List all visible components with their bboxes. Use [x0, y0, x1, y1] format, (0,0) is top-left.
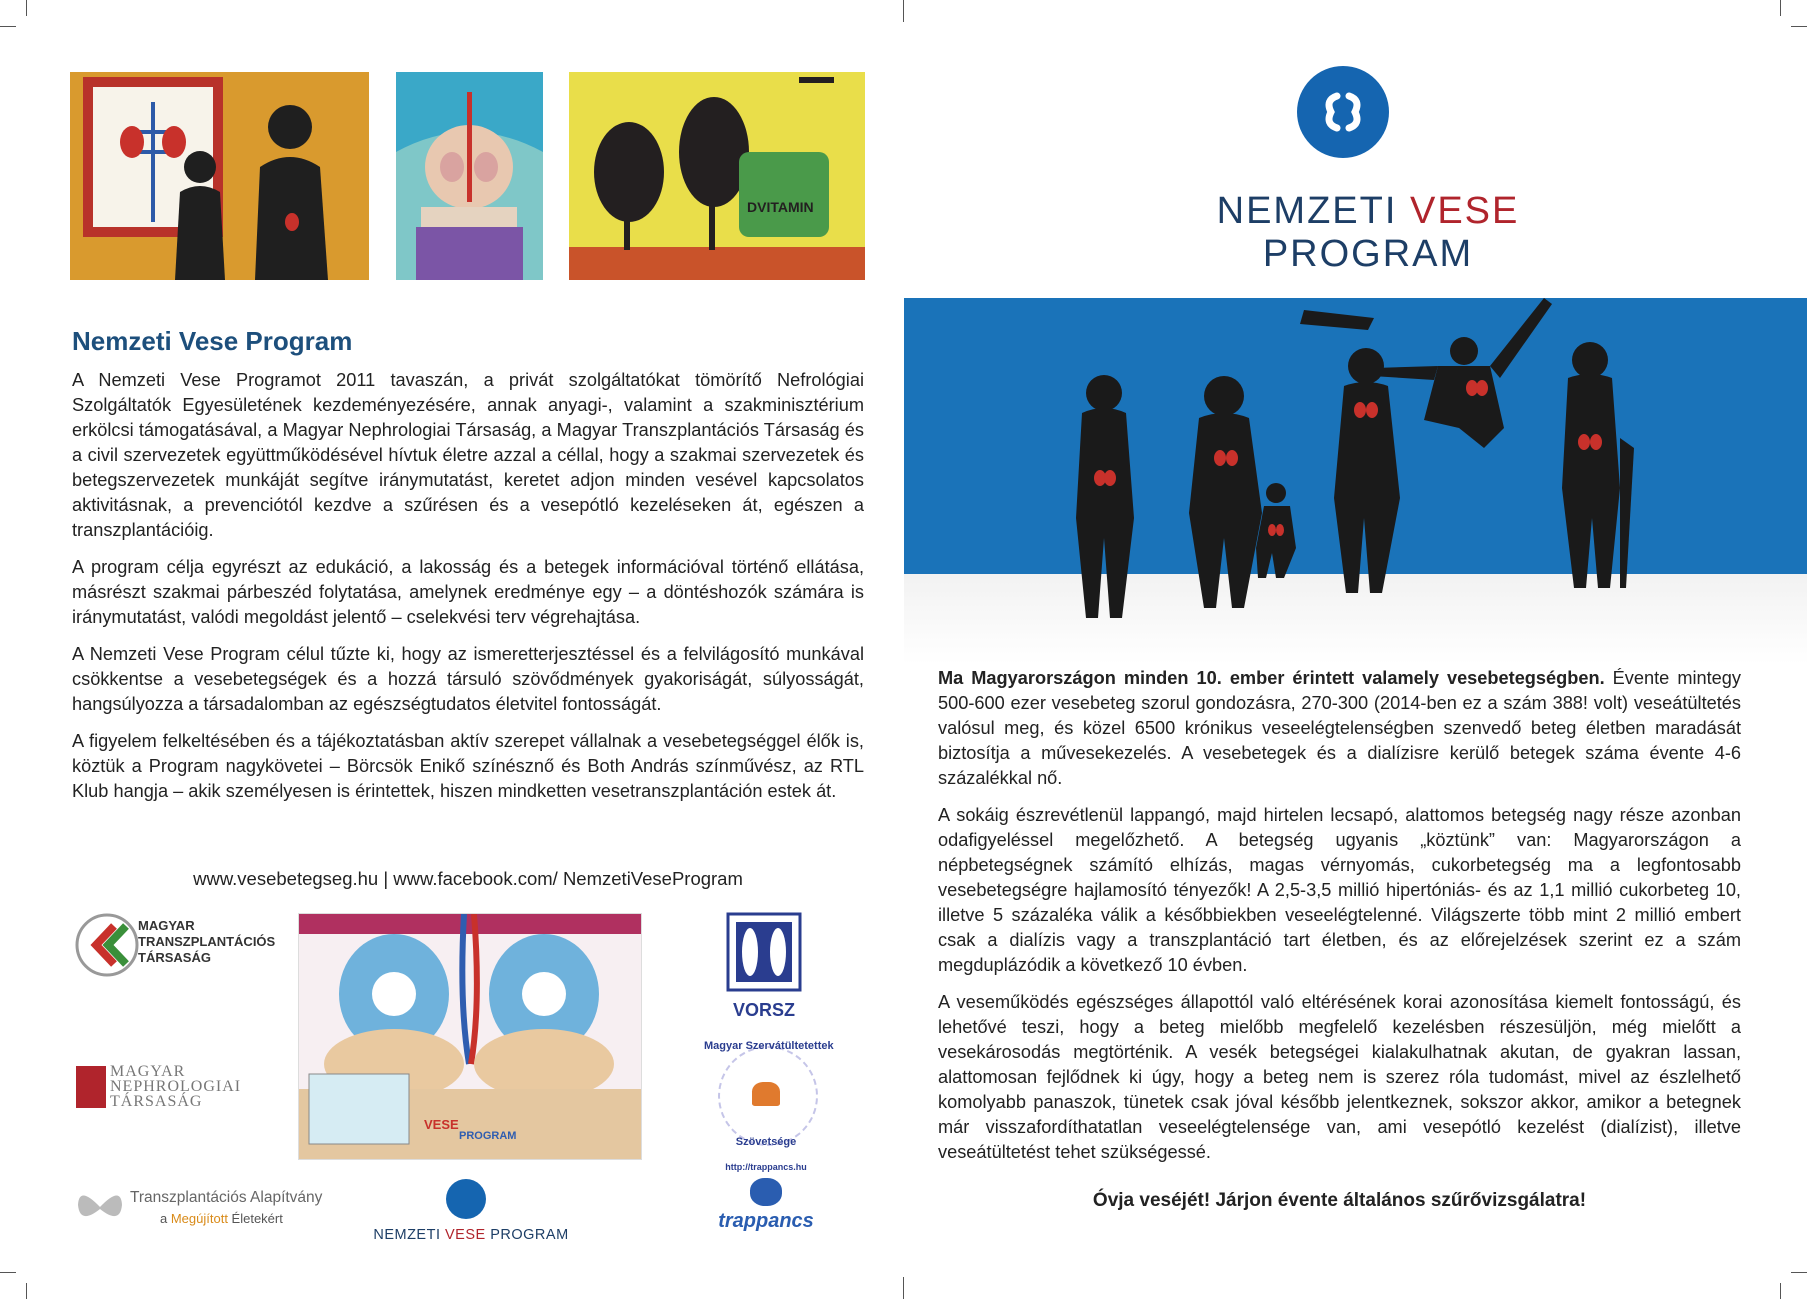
brand-text: PROGRAM — [1262, 233, 1474, 275]
nvp-text: PROGRAM — [485, 1227, 569, 1243]
lead-sentence: Ma Magyarországon minden 10. ember érintett valamely vesebetegségben. — [938, 668, 1605, 688]
msz-text: Szövetsége — [735, 1136, 797, 1148]
nvp-circle-icon — [446, 1179, 486, 1219]
ta-line1: Transzplantációs Alapítvány — [130, 1189, 323, 1206]
drawing-label: PROGRAM — [459, 1130, 517, 1142]
crop-mark — [0, 1272, 16, 1273]
msz-logo — [704, 1040, 834, 1155]
butterfly-icon — [74, 1185, 126, 1229]
vorsz-emblem-icon — [726, 912, 802, 992]
vorsz-logo — [726, 912, 802, 1027]
paragraph: A figyelem felkeltésében és a tájékoztatásban aktív szerepet vállalnak a vesebetegséggel élők is, köztük a Program nagykövetei – Börcsök Enikő színésznő és Both András színművész, az RTL Klub hangja – akik személyesen is érintettek, hiszen mindketten vesetranszplantáción estek át. — [72, 731, 864, 801]
mtt-emblem-icon — [74, 912, 140, 978]
paragraph-text: Évente mintegy 500-600 ezer vesebeteg szorul gondozásra, 270-300 (2014-ben ez a szám 388! volt) veseátültetés valósul meg, és közel 6500 krónikus veseelégtelenségben szenvedő beteg életben maradását biztosítja a művesekezelés. A vesebetegek és a dialízisre kerülő betegek száma évente 4-6 százalékkal nő. — [938, 668, 1741, 788]
slogan: Óvja veséjét! Járjon évente általános szűrővizsgálatra! — [1092, 1190, 1587, 1211]
crop-mark — [26, 1283, 27, 1299]
ta-line2: a — [160, 1211, 171, 1226]
child-drawing-kidneys-cooking — [569, 72, 865, 280]
paragraph: A program célja egyrészt az edukáció, a lakosság és a betegek információval történő ellátása, másrészt szakmai párbeszéd folytatása, amelynek eredménye egy – a döntéshozók számára is iránymutatást, valódi megoldást jelentő – cselekvési terv végrehajtása. — [72, 557, 864, 627]
vitamin-label: DVITAMIN — [747, 199, 814, 215]
child-drawing-hair — [396, 72, 543, 280]
mnt-logo — [76, 1064, 276, 1114]
intro-text — [72, 368, 864, 816]
mnt-emblem-icon — [76, 1066, 106, 1108]
child-drawing-xray — [70, 72, 369, 280]
mtt-logo — [74, 912, 284, 980]
mnt-line: MAGYAR — [110, 1063, 186, 1080]
crop-mark — [1791, 1272, 1807, 1273]
brand-text: NEMZETI — [1216, 190, 1410, 232]
nvp-small-logo — [366, 1175, 576, 1245]
brand-text: VESE — [1409, 190, 1520, 232]
butterfly-icon — [752, 1082, 780, 1106]
ta-line2: Megújított — [170, 1211, 228, 1226]
trappancs-url[interactable]: http://trappancs.hu — [725, 1162, 807, 1172]
family-silhouettes — [904, 248, 1807, 628]
mtt-line: TRANSZPLANTÁCIÓS — [138, 934, 276, 949]
child-drawing-vese-program — [298, 913, 642, 1160]
paragraph — [938, 666, 1741, 791]
nvp-text: VESE — [445, 1227, 486, 1243]
crop-mark — [1780, 1283, 1781, 1299]
crop-mark — [1780, 0, 1781, 16]
butterfly-icon — [750, 1178, 782, 1206]
nvp-text: NEMZETI — [373, 1227, 446, 1243]
main-text — [938, 666, 1741, 1177]
trappancs-logo — [706, 1162, 826, 1240]
mtt-line: TÁRSASÁG — [138, 950, 211, 965]
mnt-line: TÁRSASÁG — [110, 1093, 203, 1110]
crop-mark — [903, 0, 904, 22]
msz-text: Magyar Szervátültetettek — [704, 1040, 834, 1052]
paragraph: A sokáig észrevétlenül lappangó, majd hirtelen lecsapó, alattomos betegség nagy része azonban odafigyeléssel megelőzhető. A betegség ugyanis „köztünk” van: Magyarországon a népbetegségnek számító elhízás, magas vérnyomás, cukorbetegség ma a legfontosabb vesebetegségre hajlamosító tényezők! A 2,5-3,5 millió hipertóniás- és az 1,1 millió cukorbeteg 10, illetve 5 százaléka válik a későbbiekben veseelégtelenné. Világszerte több mint 2 millió embert csak a dialízis vagy a transzplantáció tart életben, és az előrejelzések szerint ez a szám megduplázódik a következő 10 évben. — [938, 805, 1741, 975]
website-links[interactable]: www.vesebetegseg.hu | www.facebook.com/ NemzetiVeseProgram — [193, 868, 743, 889]
paragraph: A veseműködés egészséges állapottól való eltérésének korai azonosítása kiemelt fontosságú, és lehetővé teszi, hogy a beteg mielőbb megfelelő kezelésben részesüljön, még mielőtt a vesekárosodás megtörténik. A vesék betegségei kialakulhatnak akutan, de gyakran lassan, alattomosan fejlődnek ki úgy, hogy a beteg nem is szerez róla tudomást, mivel az észlelhető komolyabb panaszok, tünetek csak jóval később jelentkeznek, sokszor akkor, amikor a betegnek már visszafordíthatatlan veseelégtelensége van, ami vesepótló kezelést (dialízist), illetve veseátültetést tehet szükségessé. — [938, 992, 1741, 1162]
ta-logo — [74, 1185, 344, 1235]
paragraph: A Nemzeti Vese Program célul tűzte ki, hogy az ismeretterjesztéssel és a felvilágosító munkával csökkentse a vesebetegségek és a hozzá társuló szövődmények gyakoriságát, súlyosságát, hangsúlyozza a társadalomban az egészségtudatos életvitel fontosságát. — [72, 644, 864, 714]
crop-mark — [1791, 26, 1807, 27]
page-title: Nemzeti Vese Program — [72, 326, 353, 356]
vorsz-text: VORSZ — [732, 1000, 795, 1020]
nvp-main-circle-icon — [1297, 66, 1389, 158]
drawing-label: VESE — [424, 1117, 459, 1132]
mnt-line: NEPHROLOGIAI — [110, 1078, 242, 1095]
paragraph: A Nemzeti Vese Programot 2011 tavaszán, a privát szolgáltatókat tömörítő Nefrológiai Szolgáltatók Egyesületének kezdeményezésére, annak anyagi-, valamint a szakminisztérium erkölcsi támogatásával, a Magyar Nephrologiai Társaság, a Magyar Transzplantációs Társaság és a civil szervezetek együttműködésével hívtuk életre azzal a céllal, hogy a szakmai szervezetek és betegszervezetek munkáját segítve iránymutatást, keretet adjon minden vesével kapcsolatos aktivitásnak, a prevenciótól kezdve a szűrésen és a vesepótló kezeléseken át, egészen a transzplantációig. — [72, 370, 864, 540]
trappancs-name: trappancs — [718, 1210, 814, 1232]
mtt-line: MAGYAR — [138, 918, 195, 933]
crop-mark — [26, 0, 27, 16]
crop-mark — [903, 1277, 904, 1299]
crop-mark — [0, 26, 16, 27]
ta-line2: Életekért — [227, 1211, 283, 1226]
